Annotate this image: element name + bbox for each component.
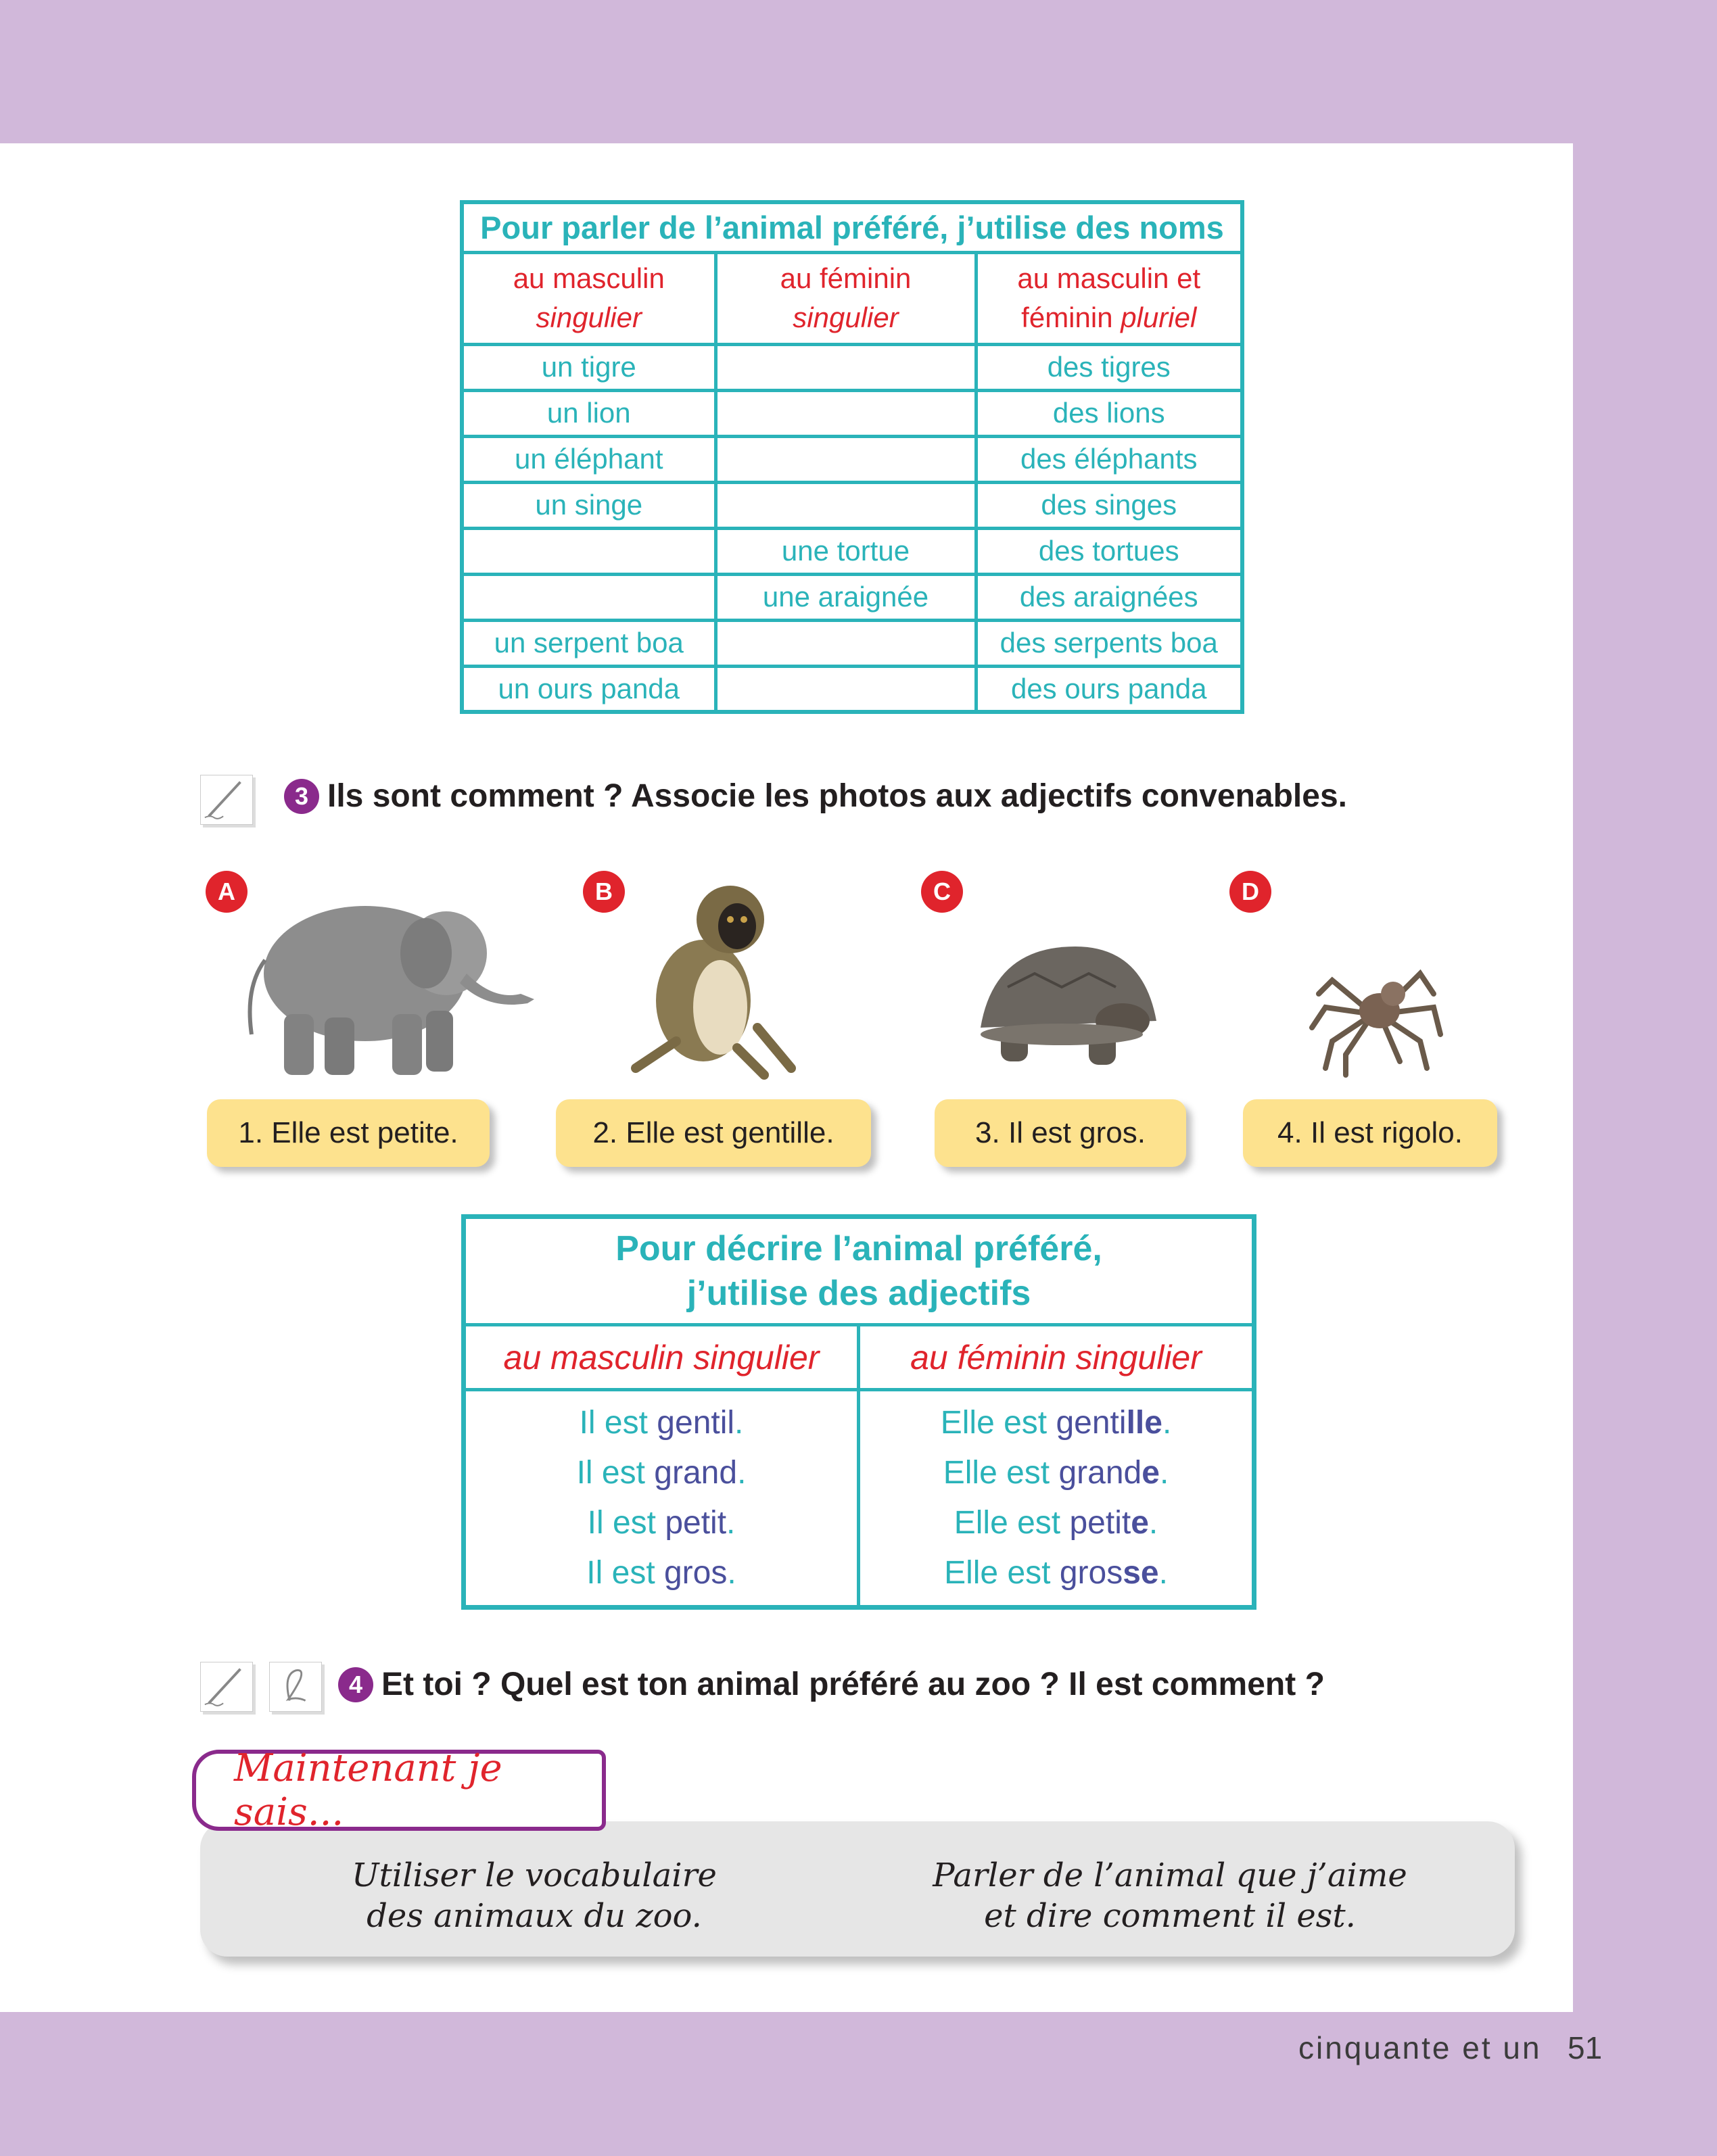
summary-item-2: Parler de l’animal que j’aime et dire comment il est.: [933, 1856, 1407, 1935]
exercise-4-text: Et toi ? Quel est ton animal préféré au zoo ? Il est comment ?: [381, 1667, 1325, 1702]
handwriting-icon: [269, 1662, 322, 1712]
exercise-3-title: [284, 777, 1347, 815]
summary-tag: Maintenant je sais...: [192, 1750, 606, 1831]
photo-letter-c: C: [921, 871, 963, 913]
write-pencil-icon: [200, 1662, 253, 1712]
table-row: un ours panda des ours panda: [462, 666, 1242, 712]
header-masc-sing: au masculin singulier: [462, 252, 715, 344]
header-fem-sing: au féminin singulier: [859, 1325, 1254, 1390]
table-row: un lion des lions: [462, 390, 1242, 436]
nouns-table-title: Pour parler de l’animal préféré, j’utilise des noms: [462, 202, 1242, 252]
exercise-number-badge: 3: [284, 779, 319, 814]
answer-3-button[interactable]: 3. Il est gros.: [935, 1099, 1186, 1167]
table-row: un serpent boa des serpents boa: [462, 620, 1242, 666]
exercise-3-text: Ils sont comment ? Associe les photos aux adjectifs convenables.: [327, 778, 1347, 814]
photo-letter-d: D: [1229, 871, 1271, 913]
table-row: un singe des singes: [462, 482, 1242, 528]
table-row: un tigre des tigres: [462, 344, 1242, 390]
table-row: une araignée des araignées: [462, 574, 1242, 620]
exercise-number-badge: 4: [338, 1667, 373, 1702]
answer-4-button[interactable]: 4. Il est rigolo.: [1243, 1099, 1497, 1167]
header-fem-sing: au féminin singulier: [715, 252, 976, 344]
masc-examples: Il est gentil. Il est grand. Il est petit. Il est gros.: [464, 1390, 859, 1608]
photo-letter-b: B: [583, 871, 625, 913]
answer-1-button[interactable]: 1. Elle est petite.: [207, 1099, 490, 1167]
elephant-photo-icon: [223, 879, 548, 1082]
photo-letter-a: A: [206, 871, 248, 913]
table-row: une tortue des tortues: [462, 528, 1242, 574]
summary-item-1: Utiliser le vocabulaire des animaux du zoo.: [352, 1856, 717, 1935]
nouns-table: [460, 200, 1244, 714]
write-pencil-icon: [200, 775, 253, 825]
answer-2-button[interactable]: 2. Elle est gentille.: [556, 1099, 871, 1167]
exercise-4-title: [338, 1666, 1325, 1703]
tortoise-photo-icon: [960, 933, 1163, 1082]
fem-examples: Elle est gentille. Elle est grande. Elle est petite. Elle est grosse.: [859, 1390, 1254, 1608]
adjectives-table-title: Pour décrire l’animal préféré, j’utilise des adjectifs: [464, 1217, 1254, 1325]
page-number: 51: [1568, 2030, 1603, 2065]
header-masc-sing: au masculin singulier: [464, 1325, 859, 1390]
page-number-words: cinquante et un: [1298, 2030, 1542, 2065]
header-plural: au masculin et féminin pluriel: [976, 252, 1242, 344]
monkey-photo-icon: [602, 865, 805, 1082]
adjectives-table: [461, 1214, 1256, 1610]
table-row: un éléphant des éléphants: [462, 436, 1242, 482]
spider-photo-icon: [1298, 947, 1454, 1082]
